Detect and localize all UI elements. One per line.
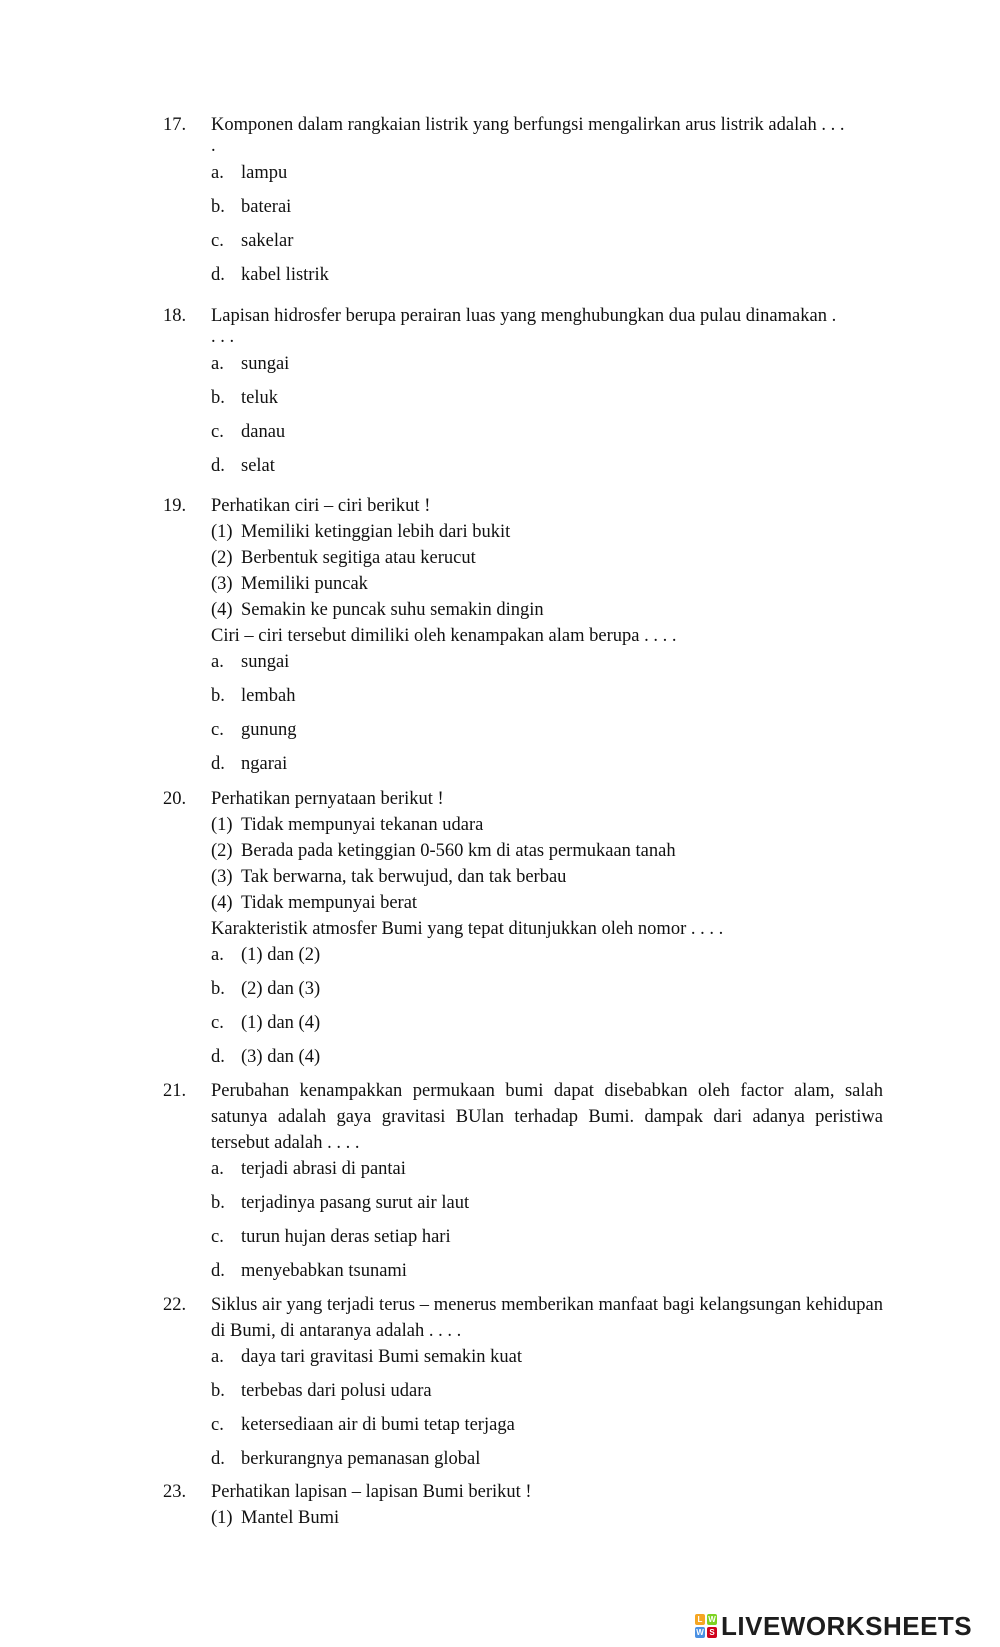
- statement-text: Mantel Bumi: [241, 1508, 340, 1528]
- question-number: 17.: [163, 115, 187, 135]
- question-20: [163, 786, 883, 1078]
- statement-1: [211, 519, 883, 545]
- option-text: selat: [241, 456, 275, 476]
- option-b[interactable]: [211, 1378, 883, 1412]
- statement-number: (2): [211, 841, 233, 861]
- logo-mark-tile: S: [707, 1627, 717, 1638]
- option-letter: b.: [211, 197, 225, 217]
- question-text: Perubahan kenampakkan permukaan bumi dapat disebabkan oleh factor alam, salah satunya adalah gaya gravitasi BUlan terhadap Bumi. dampak dari adanya peristiwa tersebut adalah . . . .: [211, 1081, 883, 1153]
- statement-number: (1): [211, 815, 233, 835]
- option-text: ngarai: [241, 754, 288, 774]
- statement-number: (2): [211, 548, 233, 568]
- statement-3: [211, 864, 883, 890]
- statement-number: (1): [211, 1508, 233, 1528]
- option-b[interactable]: [211, 976, 883, 1010]
- option-letter: d.: [211, 754, 225, 774]
- option-c[interactable]: [211, 228, 883, 262]
- option-letter: b.: [211, 1381, 225, 1401]
- question-text: Siklus air yang terjadi terus – menerus memberikan manfaat bagi kelangsungan kehidupan di Bumi, di antaranya adalah . . . .: [211, 1295, 883, 1341]
- question-number: 23.: [163, 1482, 187, 1502]
- option-text: (1) dan (2): [241, 945, 321, 965]
- options-list: [211, 351, 883, 487]
- option-text: sakelar: [241, 231, 294, 251]
- option-text: berkurangnya pemanasan global: [241, 1449, 481, 1469]
- option-letter: a.: [211, 652, 224, 672]
- question-21: [163, 1078, 883, 1292]
- option-text: sungai: [241, 354, 290, 374]
- question-number: 21.: [163, 1081, 187, 1101]
- question-number: 22.: [163, 1295, 187, 1315]
- option-b[interactable]: [211, 194, 883, 228]
- option-a[interactable]: [211, 1156, 883, 1190]
- option-c[interactable]: [211, 717, 883, 751]
- statement-1: [211, 1505, 883, 1531]
- option-text: (3) dan (4): [241, 1047, 321, 1067]
- question-text: Lapisan hidrosfer berupa perairan luas yang menghubungkan dua pulau dinamakan .: [211, 306, 837, 326]
- option-text: ketersediaan air di bumi tetap terjaga: [241, 1415, 515, 1435]
- option-letter: c.: [211, 1227, 224, 1247]
- statement-4: [211, 597, 883, 623]
- statement-text: Berbentuk segitiga atau kerucut: [241, 548, 476, 568]
- option-letter: c.: [211, 231, 224, 251]
- option-text: sungai: [241, 652, 290, 672]
- statement-1: [211, 812, 883, 838]
- option-letter: b.: [211, 979, 225, 999]
- option-text: lembah: [241, 686, 296, 706]
- question-22: [163, 1292, 883, 1480]
- question-19: [163, 493, 883, 785]
- statement-number: (4): [211, 600, 233, 620]
- question-prompt: Karakteristik atmosfer Bumi yang tepat ditunjukkan oleh nomor . . . .: [211, 919, 724, 939]
- option-c[interactable]: [211, 1412, 883, 1446]
- option-text: terjadinya pasang surut air laut: [241, 1193, 470, 1213]
- question-text: Perhatikan pernyataan berikut !: [211, 789, 444, 809]
- option-a[interactable]: [211, 160, 883, 194]
- option-d[interactable]: [211, 262, 883, 296]
- option-letter: a.: [211, 354, 224, 374]
- question-text-continued: . . .: [211, 327, 235, 347]
- option-text: terbebas dari polusi udara: [241, 1381, 432, 1401]
- statement-text: Tak berwarna, tak berwujud, dan tak berbau: [241, 867, 567, 887]
- question-number: 18.: [163, 306, 187, 326]
- statement-number: (3): [211, 574, 233, 594]
- question-18: [163, 303, 883, 487]
- option-d[interactable]: [211, 1258, 883, 1292]
- option-letter: b.: [211, 1193, 225, 1213]
- statement-number: (1): [211, 522, 233, 542]
- option-a[interactable]: [211, 942, 883, 976]
- options-list: [211, 1344, 883, 1480]
- option-letter: c.: [211, 1013, 224, 1033]
- option-letter: d.: [211, 1449, 225, 1469]
- question-text: Perhatikan ciri – ciri berikut !: [211, 496, 431, 516]
- question-number: 19.: [163, 496, 187, 516]
- option-d[interactable]: [211, 1044, 883, 1078]
- statement-number: (3): [211, 867, 233, 887]
- option-text: teluk: [241, 388, 278, 408]
- question-text: Komponen dalam rangkaian listrik yang berfungsi mengalirkan arus listrik adalah . . .: [211, 115, 845, 135]
- option-b[interactable]: [211, 385, 883, 419]
- logo-mark-tile: W: [696, 1628, 704, 1637]
- question-text: Perhatikan lapisan – lapisan Bumi berikut !: [211, 1482, 532, 1502]
- options-list: [211, 649, 883, 785]
- option-text: lampu: [241, 163, 288, 183]
- options-list: [211, 160, 883, 296]
- statement-text: Berada pada ketinggian 0-560 km di atas permukaan tanah: [241, 841, 676, 861]
- statement-text: Semakin ke puncak suhu semakin dingin: [241, 600, 544, 620]
- logo-mark-tile: W: [708, 1615, 716, 1624]
- option-letter: c.: [211, 1415, 224, 1435]
- option-a[interactable]: [211, 351, 883, 385]
- statement-text: Memiliki puncak: [241, 574, 368, 594]
- logo-mark-icon: [695, 1614, 717, 1638]
- option-letter: d.: [211, 456, 225, 476]
- statement-text: Tidak mempunyai berat: [241, 893, 418, 913]
- question-prompt: Ciri – ciri tersebut dimiliki oleh kenampakan alam berupa . . . .: [211, 626, 677, 646]
- option-letter: c.: [211, 720, 224, 740]
- question-text-continued: .: [211, 136, 216, 156]
- option-text: menyebabkan tsunami: [241, 1261, 407, 1281]
- option-text: turun hujan deras setiap hari: [241, 1227, 451, 1247]
- option-text: danau: [241, 422, 286, 442]
- option-b[interactable]: [211, 1190, 883, 1224]
- option-text: gunung: [241, 720, 297, 740]
- liveworksheets-logo[interactable]: [695, 1612, 972, 1640]
- option-letter: a.: [211, 945, 224, 965]
- option-a[interactable]: [211, 1344, 883, 1378]
- option-letter: c.: [211, 422, 224, 442]
- option-text: (2) dan (3): [241, 979, 321, 999]
- option-letter: a.: [211, 1159, 224, 1179]
- option-letter: d.: [211, 265, 225, 285]
- statement-4: [211, 890, 883, 916]
- statement-2: [211, 838, 883, 864]
- option-c[interactable]: [211, 1010, 883, 1044]
- option-d[interactable]: [211, 1446, 883, 1480]
- option-b[interactable]: [211, 683, 883, 717]
- question-23: [163, 1479, 883, 1531]
- option-c[interactable]: [211, 1224, 883, 1258]
- logo-text: LIVEWORKSHEETS: [721, 1610, 973, 1641]
- option-letter: b.: [211, 686, 225, 706]
- options-list: [211, 942, 883, 1078]
- option-text: (1) dan (4): [241, 1013, 321, 1033]
- statement-number: (4): [211, 893, 233, 913]
- statement-3: [211, 571, 883, 597]
- option-d[interactable]: [211, 751, 883, 785]
- option-text: terjadi abrasi di pantai: [241, 1159, 406, 1179]
- statement-text: Tidak mempunyai tekanan udara: [241, 815, 484, 835]
- option-text: kabel listrik: [241, 265, 329, 285]
- option-letter: d.: [211, 1261, 225, 1281]
- option-letter: a.: [211, 163, 224, 183]
- options-list: [211, 1156, 883, 1292]
- option-text: baterai: [241, 197, 292, 217]
- statement-text: Memiliki ketinggian lebih dari bukit: [241, 522, 511, 542]
- statement-2: [211, 545, 883, 571]
- logo-mark-tile: L: [695, 1614, 705, 1625]
- question-17: [163, 112, 883, 296]
- option-a[interactable]: [211, 649, 883, 683]
- question-number: 20.: [163, 789, 187, 809]
- option-letter: a.: [211, 1347, 224, 1367]
- option-letter: b.: [211, 388, 225, 408]
- option-text: daya tari gravitasi Bumi semakin kuat: [241, 1347, 523, 1367]
- option-letter: d.: [211, 1047, 225, 1067]
- option-c[interactable]: [211, 419, 883, 453]
- option-d[interactable]: [211, 453, 883, 487]
